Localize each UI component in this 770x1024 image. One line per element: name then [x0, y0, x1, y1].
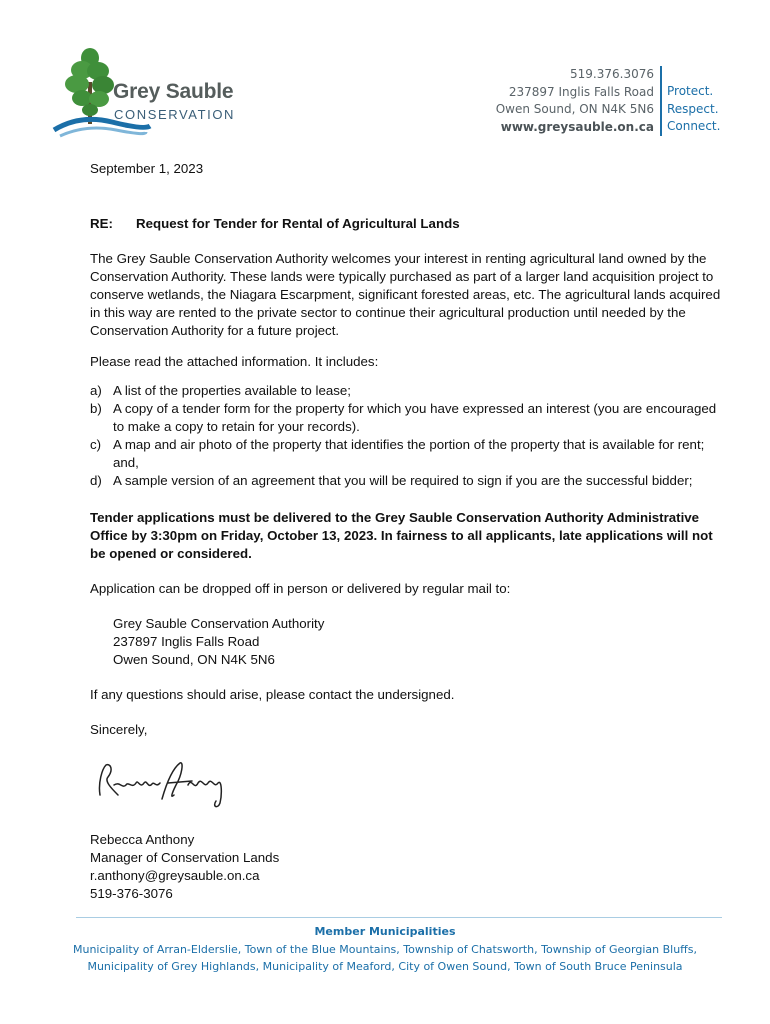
member-municipalities: Municipality of Arran-Elderslie, Town of the Blue Mountains, Township of Chatsworth, Township of Georgian Bluffs, Municipality of Grey Highlands, Municipality of Meaford, City of Owen Sound, Town of South Bruce Peninsula: [72, 943, 697, 973]
logo-subtitle: CONSERVATION: [114, 107, 236, 122]
logo-title: Grey Sauble: [113, 80, 234, 103]
questions-line: If any questions should arise, please contact the undersigned.: [90, 687, 455, 702]
phone: 519.376.3076: [570, 67, 654, 81]
list-item-text: A list of the properties available to lease;: [113, 383, 352, 398]
mailing-address: [113, 615, 324, 669]
list-item-text: A sample version of an agreement that you will be required to sign if you are the successful bidder;: [113, 473, 693, 488]
motto-respect: Respect.: [667, 101, 719, 116]
city-address: Owen Sound, ON N4K 5N6: [495, 102, 654, 116]
website-link[interactable]: www.greysauble.on.ca: [500, 119, 654, 134]
address-line: Owen Sound, ON N4K 5N6: [113, 652, 275, 667]
signer-phone: 519-376-3076: [90, 886, 173, 901]
attachment-list: [90, 382, 730, 490]
letterhead-divider: [660, 66, 662, 136]
motto-connect: Connect.: [667, 119, 721, 133]
deadline-notice: Tender applications must be delivered to the Grey Sauble Conservation Authority Administrative Office by 3:30pm on Friday, October 13, 2023. In fairness to all applicants, late applications will not be opened or considered.: [90, 510, 713, 561]
letter-date: September 1, 2023: [90, 161, 204, 176]
footer-title: Member Municipalities: [314, 925, 456, 938]
re-label: RE:: [90, 216, 113, 231]
signature-block: [90, 831, 730, 903]
tree-icon: [65, 48, 114, 124]
contact-block: [496, 66, 654, 136]
re-subject: Request for Tender for Rental of Agricultural Lands: [136, 216, 460, 231]
intro-paragraph: The Grey Sauble Conservation Authority welcomes your interest in renting agricultural land owned by the Conservation Authority. These lands were typically purchased as part of a larger land acquisition project to conserve wetlands, the Niagara Escarpment, significant forested areas, etc. The agricultural lands acquired in this way are rented to the private sector to continue their agricultural production until needed by the Conservation Authority for a future project.: [90, 251, 721, 338]
list-item-text: A copy of a tender form for the property for which you have expressed an interest (you are encouraged to make a copy to retain for your records).: [113, 401, 717, 434]
list-item: [90, 400, 730, 436]
list-marker: d): [90, 473, 102, 488]
signer-email[interactable]: r.anthony@greysauble.on.ca: [90, 868, 260, 883]
motto: [667, 83, 720, 136]
re-line: [90, 215, 730, 233]
closing: Sincerely,: [90, 722, 148, 737]
signer-name: Rebecca Anthony: [90, 832, 195, 847]
list-item-text: A map and air photo of the property that identifies the portion of the property that is available for rent; and,: [113, 437, 705, 470]
handwritten-signature: [92, 755, 242, 813]
street-address: 237897 Inglis Falls Road: [508, 84, 654, 99]
please-read-line: Please read the attached information. It includes:: [90, 354, 379, 369]
address-line: 237897 Inglis Falls Road: [113, 634, 260, 649]
motto-protect: Protect.: [667, 84, 714, 98]
list-marker: c): [90, 437, 102, 452]
list-item: [90, 382, 730, 400]
list-item: [90, 436, 730, 472]
address-line: Grey Sauble Conservation Authority: [113, 616, 325, 631]
signer-title: Manager of Conservation Lands: [90, 850, 280, 865]
list-item: [90, 472, 730, 490]
list-marker: a): [90, 383, 102, 398]
list-marker: b): [90, 401, 102, 416]
delivery-instructions: Application can be dropped off in person or delivered by regular mail to:: [90, 581, 511, 596]
footer-divider: [76, 917, 722, 918]
